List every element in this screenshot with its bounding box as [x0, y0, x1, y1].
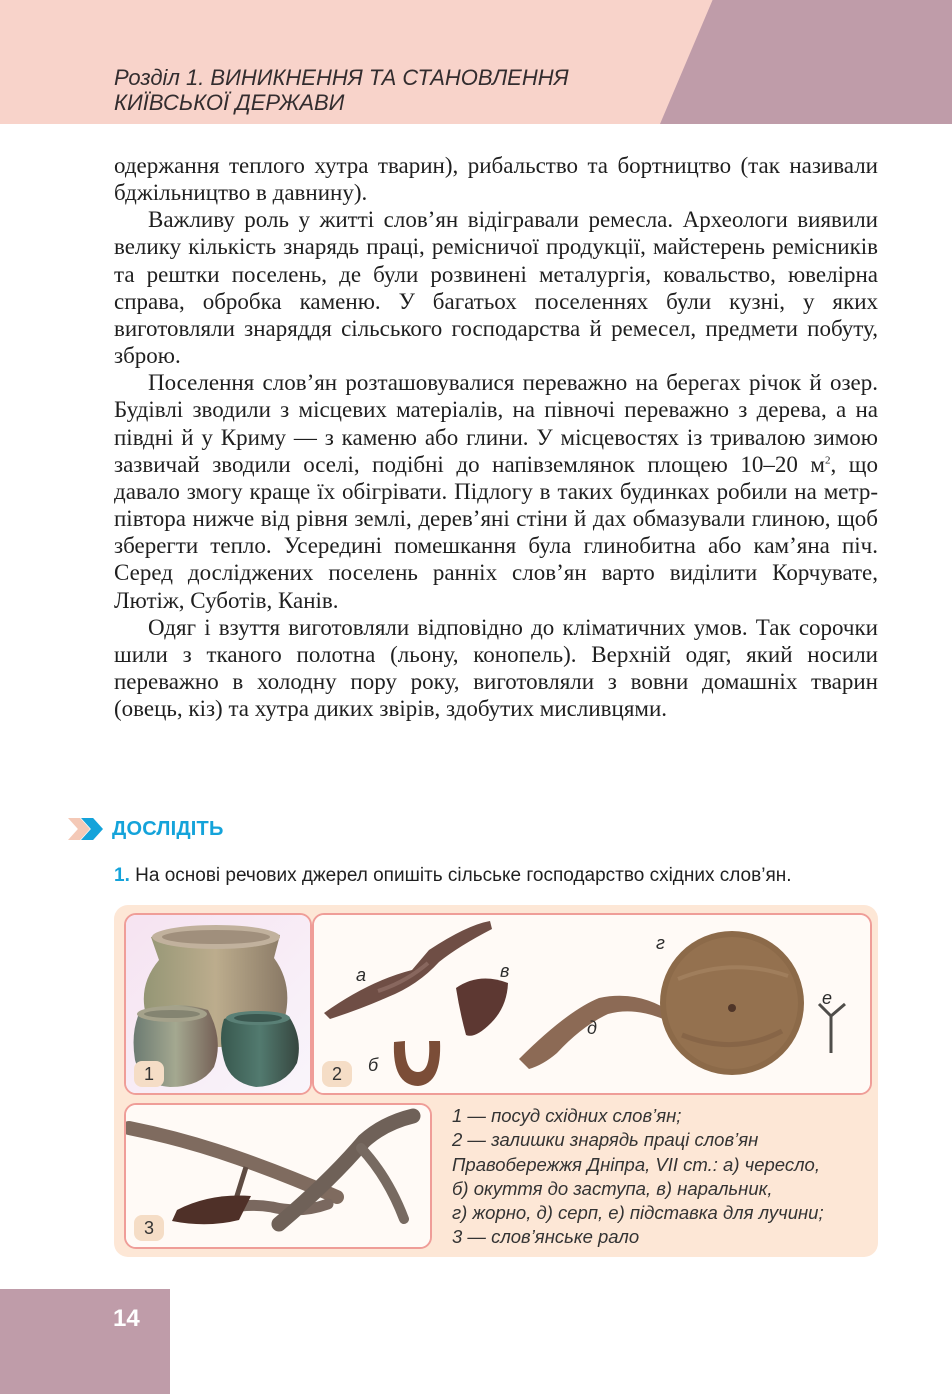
- page-number-box: [0, 1289, 170, 1394]
- investigate-heading: [68, 815, 224, 843]
- figures-caption: [452, 1104, 868, 1250]
- figure-number-3: 3: [134, 1215, 164, 1241]
- chapter-header: [0, 0, 952, 124]
- millstone: [660, 931, 804, 1075]
- paragraph-3: [114, 369, 878, 613]
- chapter-title-line-1: Розділ 1. ВИНИКНЕННЯ ТА СТАНОВЛЕННЯ: [114, 65, 569, 90]
- paragraph-2: Важливу роль у житті слов’ян відігравали ремесла. Археологи виявили велику кількість знарядь праці, ремісничої продукції, майстерень ремісників та рештки поселень, де були розвинені металургія, ковальство, ювелірна справа, обробка каменю. У багатьох поселеннях були кузні, у яких виготовляли знаряддя сільського господарства й ремесел, предмети побуту, зброю.: [114, 207, 878, 369]
- figure-number-2: 2: [322, 1061, 352, 1087]
- chapter-title-line-2: КИЇВСЬКОЇ ДЕРЖАВИ: [114, 90, 345, 115]
- page-number: 14: [113, 1305, 140, 1332]
- task-number: 1.: [114, 865, 130, 886]
- tools-figure-card: [312, 913, 872, 1095]
- tool-label-b: б: [368, 1055, 379, 1075]
- paragraph-1: одержання теплого хутра тварин), рибальство та бортництво (так називали бджільництво в давнину).: [114, 153, 878, 206]
- caption-line-6: 3 — слов’янське рало: [452, 1226, 640, 1248]
- pottery-figure-card: [124, 913, 312, 1095]
- tool-label-g: г: [656, 933, 665, 953]
- historical-sources-panel: [114, 905, 878, 1257]
- paragraph-3-before-superscript: Поселення слов’ян розташовувалися переважно на берегах річок й озер. Будівлі зводили з місцевих матеріалів, на півночі переважно з дерева, а на півдні й у Криму — з каменю або глини. У місцевостях із тривалою зимою зазвичай зводили оселі, подібні до напівземлянок площею 10–20 м: [114, 370, 878, 477]
- task-text: На основі речових джерел опишіть сільське господарство східних слов’ян.: [135, 865, 792, 886]
- tool-label-v: в: [500, 961, 510, 981]
- main-text: [114, 152, 878, 722]
- caption-line-4: б) окуття до заступа, в) наральник,: [452, 1177, 773, 1199]
- caption-line-5: г) жорно, д) серп, е) підставка для лучини;: [452, 1202, 824, 1224]
- investigate-title: ДОСЛІДІТЬ: [112, 817, 224, 840]
- tools-illustration: [314, 915, 870, 1093]
- double-chevron-icon: [68, 818, 104, 840]
- slavic-plough-illustration: [126, 1105, 430, 1247]
- tool-label-e: е: [822, 988, 833, 1008]
- chapter-title: [114, 65, 584, 115]
- tool-label-a: а: [356, 965, 367, 985]
- figure-number-1: 1: [134, 1061, 164, 1087]
- caption-line-3: Правобережжя Дніпра, VII ст.: а) чересло,: [452, 1153, 820, 1175]
- area-superscript: 2: [824, 454, 831, 467]
- tool-label-d: д: [587, 1018, 597, 1038]
- paragraph-3-after-superscript: , що давало змогу краще їх обігрівати. Підлогу в таких будинках робили на метр-півтора нижче від рівня землі, дерев’яні стіни й дах обмазували глиною, щоб зберегти тепло. Усередині помешкання була глинобитна або кам’яна піч. Серед досліджених поселень ранніх слов’ян варто виділити Корчувате, Лютіж, Суботів, Канів.: [114, 451, 879, 613]
- caption-line-2: 2 — залишки знарядь праці слов’ян: [452, 1129, 759, 1151]
- paragraph-4: Одяг і взуття виготовляли відповідно до кліматичних умов. Так сорочки шили з тканого полотна (льону, конопель). Верхній одяг, який носили переважно в холодну пору року, виготовляли з вовни домашніх тварин (овець, кіз) та хутра диких звірів, здобутих мисливцями.: [114, 614, 878, 722]
- task-1: [114, 864, 874, 888]
- plough-figure-card: [124, 1103, 432, 1249]
- caption-line-1: 1 — посуд східних слов’ян;: [452, 1105, 682, 1126]
